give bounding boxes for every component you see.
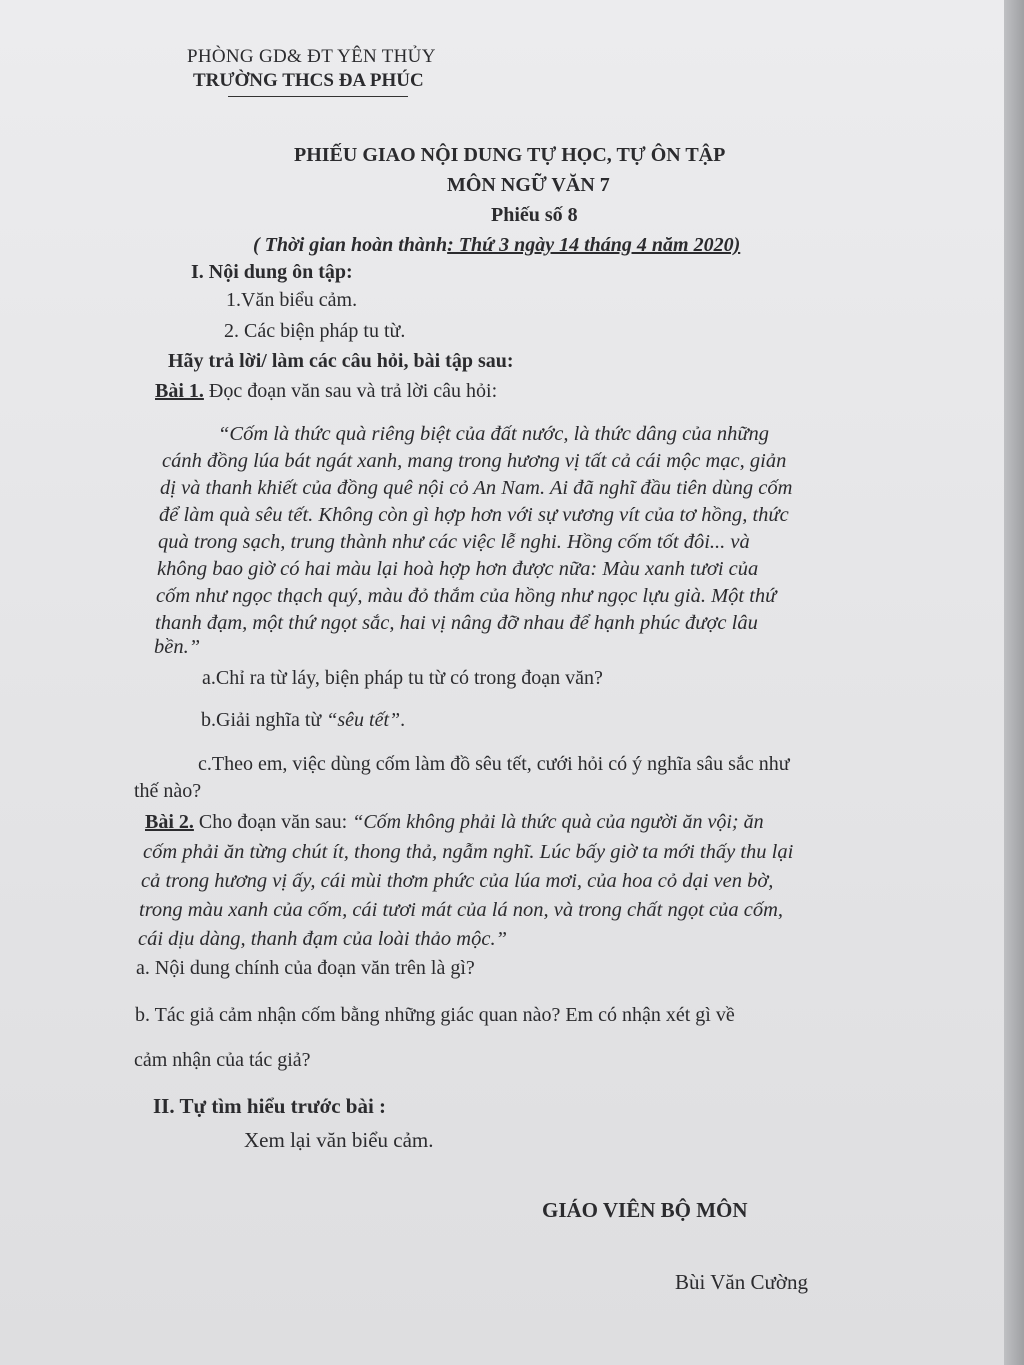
bai2-label: Bài 2.	[145, 811, 194, 833]
bai1-label: Bài 1.	[155, 380, 204, 402]
deadline-prefix: ( Thời gian hoàn thành	[253, 234, 448, 256]
deadline-value: : Thứ 3 ngày 14 tháng 4 năm 2020)	[447, 234, 741, 256]
bai1-passage-line: dị và thanh khiết của đồng quê nội cỏ An Nam. Ai đã nghĩ đầu tiên dùng cốm	[160, 477, 793, 499]
bai1-question-b-term: “sêu tết”	[326, 709, 401, 731]
section-2-heading: II. Tự tìm hiểu trước bài :	[153, 1094, 387, 1118]
section-2-item: Xem lại văn biểu cảm.	[244, 1128, 434, 1152]
bai1-prompt	[155, 380, 497, 403]
bai2-prompt-text: Cho đoạn văn sau:	[193, 811, 353, 833]
bai1-passage-line: “Cốm là thức quà riêng biệt của đất nước, là thức dâng của những	[218, 423, 770, 445]
deadline	[253, 234, 740, 257]
bai2-passage-line: trong màu xanh của cốm, cái tươi mát của lá non, và trong chất ngọt của cốm,	[139, 899, 784, 921]
bai2-passage-line: cốm phải ăn từng chút ít, thong thả, ngẫm nghĩ. Lúc bấy giờ ta mới thấy thu lại	[143, 841, 794, 863]
signature-role: GIÁO VIÊN BỘ MÔN	[542, 1198, 748, 1222]
instruction: Hãy trả lời/ làm các câu hỏi, bài tập sau:	[168, 350, 514, 372]
bai1-question-c: c.Theo em, việc dùng cốm làm đồ sêu tết, cưới hỏi có ý nghĩa sâu sắc như	[198, 753, 790, 775]
bai1-question-b-prefix: b.Giải nghĩa từ	[201, 709, 327, 731]
bai1-prompt-text: Đọc đoạn văn sau và trả lời câu hỏi:	[203, 380, 498, 402]
bai2-passage-line: cái dịu dàng, thanh đạm của loài thảo mộc.”	[138, 928, 507, 950]
document-title: PHIẾU GIAO NỘI DUNG TỰ HỌC, TỰ ÔN TẬP	[294, 144, 726, 166]
school-name: TRƯỜNG THCS ĐA PHÚC	[193, 70, 424, 91]
bai1-question-b	[201, 709, 405, 732]
bai1-question-b-suffix: .	[400, 709, 406, 731]
page-edge-shadow	[1004, 0, 1024, 1365]
section-1-heading: I. Nội dung ôn tập:	[191, 261, 353, 283]
office-name: PHÒNG GD& ĐT YÊN THỦY	[187, 46, 436, 67]
bai2-passage-line: cả trong hương vị ấy, cái mùi thơm phức của lúa mơi, của hoa cỏ dại ven bờ,	[141, 870, 774, 892]
bai2-prompt	[145, 811, 764, 834]
section-1-item: 2. Các biện pháp tu từ.	[224, 320, 406, 342]
bai2-question-b-cont: cảm nhận của tác giả?	[134, 1049, 311, 1071]
bai2-question-a: a. Nội dung chính của đoạn văn trên là gì?	[136, 957, 475, 979]
bai1-passage-line: quà trong sạch, trung thành như các việc lễ nghi. Hồng cốm tốt đôi... và	[158, 531, 750, 553]
bai1-passage-line: cốm như ngọc thạch quý, màu đỏ thắm của hồng như ngọc lựu già. Một thứ	[156, 585, 777, 607]
header-underline	[228, 96, 408, 97]
bai1-passage-line: bền.”	[154, 636, 201, 658]
bai1-passage-line: thanh đạm, một thứ ngọt sắc, hai vị nâng đỡ nhau để hạnh phúc được lâu	[155, 612, 758, 634]
bai1-passage-line: để làm quà sêu tết. Không còn gì hợp hơn với sự vương vít của tơ hồng, thức	[159, 504, 789, 526]
bai1-passage-line: không bao giờ có hai màu lại hoà hợp hơn được nữa: Màu xanh tươi của	[157, 558, 759, 580]
signature-name: Bùi Văn Cường	[675, 1270, 808, 1294]
bai2-passage-first: “Cốm không phải là thức quà của người ăn vội; ăn	[352, 811, 764, 833]
bai1-passage-line: cánh đồng lúa bát ngát xanh, mang trong hương vị tất cả cái mộc mạc, giản	[162, 450, 787, 472]
section-1-item: 1.Văn biểu cảm.	[226, 289, 358, 311]
sheet-number: Phiếu số 8	[491, 204, 578, 226]
bai2-question-b: b. Tác giả cảm nhận cốm bằng những giác quan nào? Em có nhận xét gì về	[135, 1004, 735, 1026]
subject-title: MÔN NGỮ VĂN 7	[447, 174, 610, 196]
bai1-question-a: a.Chỉ ra từ láy, biện pháp tu từ có trong đoạn văn?	[202, 667, 603, 689]
bai1-question-c-cont: thế nào?	[134, 780, 202, 802]
